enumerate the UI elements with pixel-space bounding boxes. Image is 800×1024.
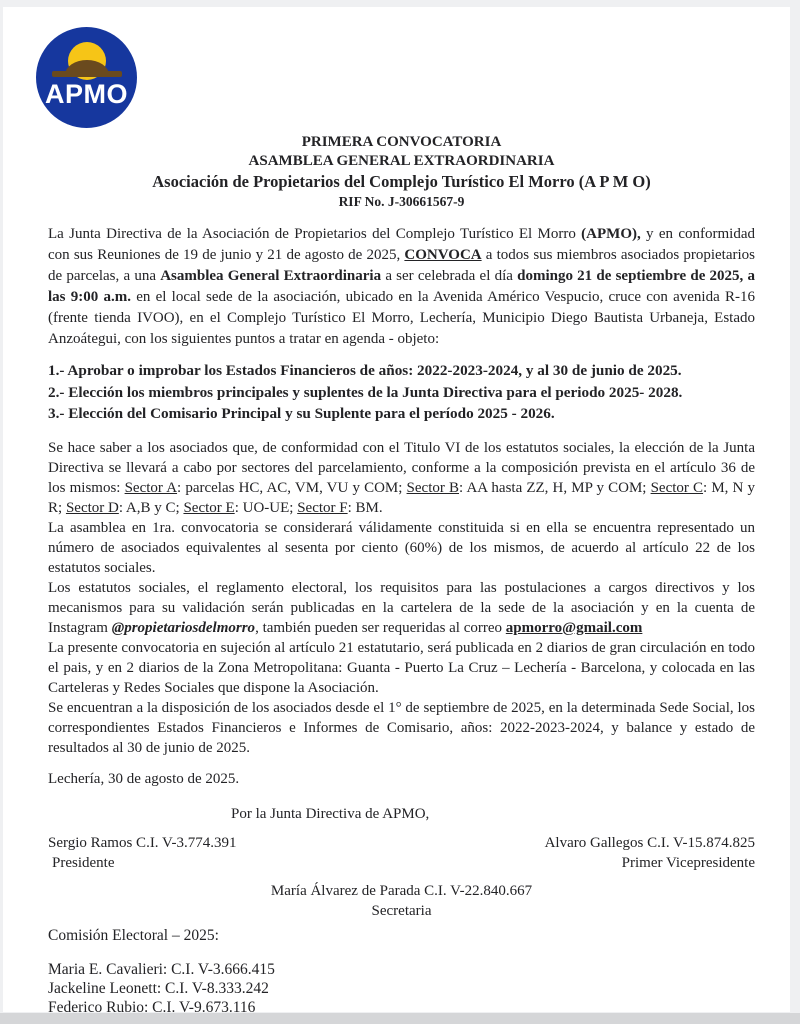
agenda-item-1: 1.- Aprobar o improbar los Estados Financieros de años: 2022-2023-2024, y al 30 de junio de 2025. bbox=[48, 362, 682, 379]
electoral-members bbox=[48, 960, 755, 1013]
electoral-member-2: Jackeline Leonett: C.I. V-8.333.242 bbox=[48, 979, 269, 997]
document-header bbox=[48, 133, 755, 210]
land-icon bbox=[52, 71, 122, 77]
vicepresident-title: Primer Vicepresidente bbox=[621, 854, 755, 871]
paragraph-availability: Se encuentran a la disposición de los asociados desde el 1° de septiembre de 2025, en la determinada Sede Social, los correspondientes Estados Financieros e Informes de Comisario, años: 2022-2023-2024, y balance y estado de resultados al 30 de junio de 2025. bbox=[48, 699, 755, 756]
title-primera-convocatoria: PRIMERA CONVOCATORIA bbox=[301, 134, 502, 150]
agenda-item-2: 2.- Elección los miembros principales y suplentes de la Junta Directiva para el periodo 2025- 2028. bbox=[48, 383, 683, 401]
title-asociacion: Asociación de Propietarios del Complejo Turístico El Morro (A P M O) bbox=[152, 172, 651, 191]
title-asamblea: ASAMBLEA GENERAL EXTRAORDINARIA bbox=[248, 153, 555, 169]
document-page bbox=[3, 7, 790, 1012]
president-title: Presidente bbox=[52, 854, 115, 871]
signature-row bbox=[48, 833, 755, 873]
agenda-item-3: 3.- Elección del Comisario Principal y su Suplente para el período 2025 - 2026. bbox=[48, 405, 555, 422]
paragraph-convocatoria: La Junta Directiva de la Asociación de Propietarios del Complejo Turístico El Morro (APMO), y en conformidad con sus Reuniones de 19 de junio y 21 de agosto de 2025, CONVOCA a todos sus miembros asociados propietarios de parcelas, a una Asamblea General Extraordinaria a ser celebrada el día domingo 21 de septiembre de 2025, a las 9:00 a.m. en el local sede de la asociación, ubicado en la Avenida Américo Vespucio, cruce con avenida R-16 (frente tienda IVOO), en el Complejo Turístico El Morro, Lechería, Municipio Diego Bautista Urbaneja, Estado Anzoátegui, con los siguientes puntos a tratar en agenda - objeto: bbox=[48, 226, 756, 347]
agenda-list bbox=[48, 360, 755, 425]
paragraph-quorum: La asamblea en 1ra. convocatoria se considerará válidamente constituida si en ella se encuentra representado un número de asociados equivalentes al sesenta por ciento (60%) de los mismos, de acuerdo al artículo 22 de los estatutos sociales. bbox=[48, 519, 755, 576]
secretary-name: María Álvarez de Parada C.I. V-22.840.667 bbox=[270, 882, 533, 899]
date-line: Lechería, 30 de agosto de 2025. bbox=[48, 770, 240, 787]
electoral-heading: Comisión Electoral – 2025: bbox=[48, 926, 219, 944]
secretary-title: Secretaria bbox=[371, 902, 432, 919]
vicepresident-name: Alvaro Gallegos C.I. V-15.874.825 bbox=[544, 834, 755, 851]
photo-edge-bottom bbox=[0, 1013, 800, 1024]
title-rif: RIF No. J-30661567-9 bbox=[338, 194, 465, 209]
electoral-member-3: Federico Rubio: C.I. V-9.673.116 bbox=[48, 998, 256, 1012]
electoral-member-1: Maria E. Cavalieri: C.I. V-3.666.415 bbox=[48, 960, 275, 978]
paragraph-publication: La presente convocatoria en sujeción al artículo 21 estatutario, será publicada en 2 diarios de gran circulación en todo el pais, y en 2 diarios de la Zona Metropolitana: Guanta - Puerto La Cruz – Lechería - Barcelona, y colocada en las Carteleras y Redes Sociales que dispone la Asociación. bbox=[48, 639, 755, 696]
paragraph-sectors: Se hace saber a los asociados que, de conformidad con el Titulo VI de los estatutos sociales, la elección de la Junta Directiva se llevará a cabo por sectores del parcelamiento, conforme a la composición prevista en el artículo 36 de los mismos: Sector A: parcelas HC, AC, VM, VU y COM; Sector B: AA hasta ZZ, H, MP y COM; Sector C: M, N y R; Sector D: A,B y C; Sector E: UO-UE; Sector F: BM. bbox=[48, 439, 755, 516]
logo-text: APMO bbox=[45, 79, 128, 109]
body-block bbox=[48, 438, 755, 758]
signature-secretary bbox=[48, 881, 755, 921]
president-name: Sergio Ramos C.I. V-3.774.391 bbox=[48, 834, 237, 851]
apmo-logo bbox=[36, 27, 137, 128]
byline: Por la Junta Directiva de APMO, bbox=[231, 805, 430, 822]
paragraph-statutes: Los estatutos sociales, el reglamento electoral, los requisitos para las postulaciones a cargos directivos y los mecanismos para su validación serán publicadas en la cartelera de la sede de la asociación y en la cuenta de Instagram @propietariosdelmorro, también pueden ser requeridas al correo apmorro@gmail.com bbox=[48, 579, 755, 636]
signature-vicepresident bbox=[545, 833, 755, 873]
signature-president bbox=[48, 833, 237, 873]
